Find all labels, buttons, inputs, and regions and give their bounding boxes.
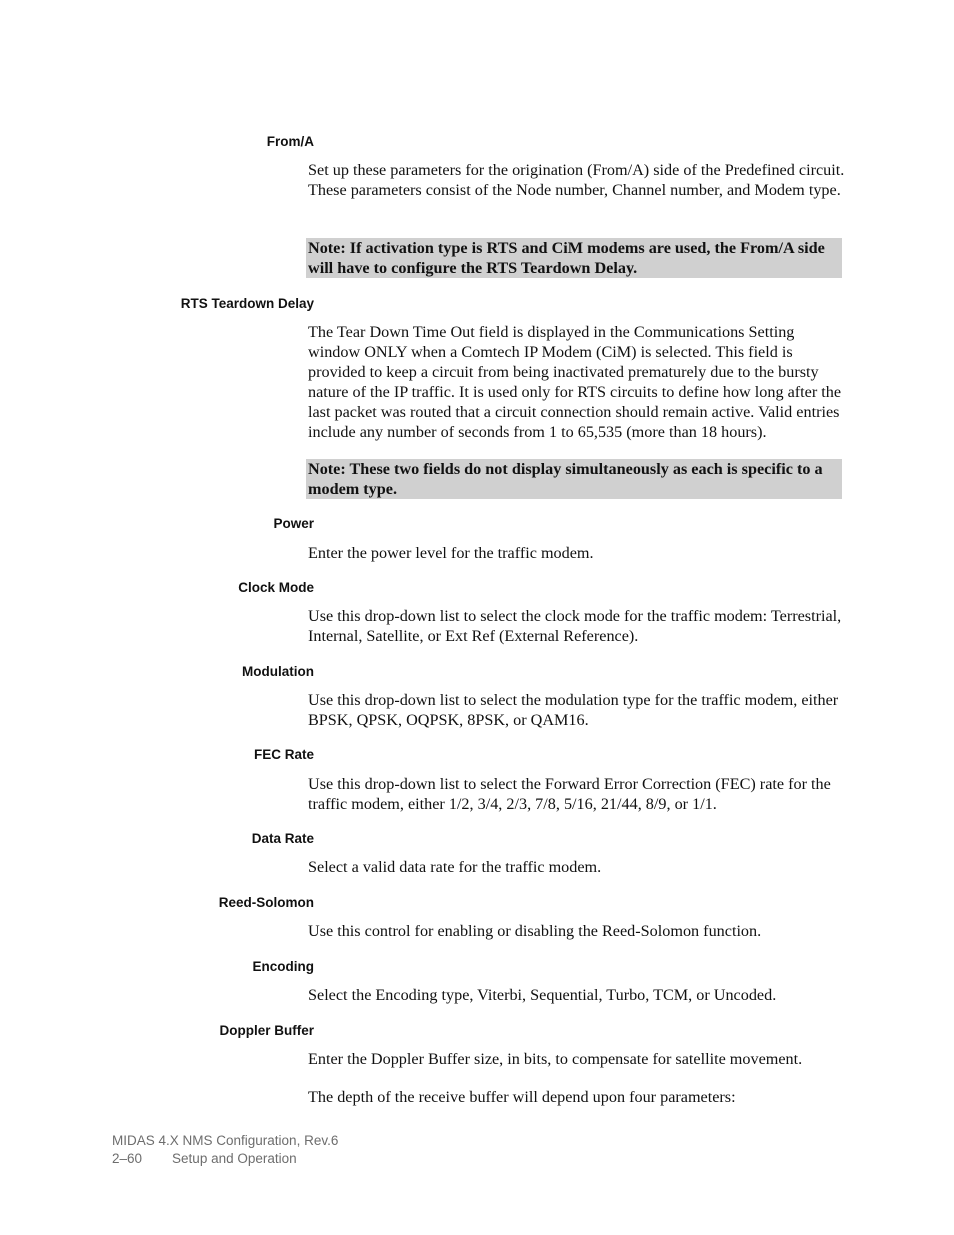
paragraph-reed-solomon: Use this control for enabling or disabling the Reed-Solomon function. <box>308 922 762 940</box>
paragraph-from-a: Set up these parameters for the origination (From/A) side of the Predefined circuit. These parameters consist of the Node number, Channel number, and Modem type. <box>308 161 845 199</box>
section-heading-encoding: Encoding <box>252 959 314 974</box>
section-heading-clock-mode: Clock Mode <box>238 580 314 595</box>
section-heading-modulation: Modulation <box>242 664 314 679</box>
section-heading-power: Power <box>273 516 314 531</box>
paragraph-power: Enter the power level for the traffic modem. <box>308 544 594 562</box>
section-heading-data-rate: Data Rate <box>251 831 314 846</box>
section-heading-fec-rate: FEC Rate <box>253 747 314 762</box>
section-heading-rts-teardown-delay: RTS Teardown Delay <box>180 296 314 311</box>
paragraph-clock-mode: Use this drop-down list to select the clock mode for the traffic modem: Terrestrial, Internal, Satellite, or Ext Ref (External Reference). <box>308 607 842 645</box>
paragraph-rts-teardown-delay: The Tear Down Time Out field is displayed in the Communications Setting window ONLY when a Comtech IP Modem (CiM) is selected. This field is provided to keep a circuit from being inactivated prematurely due to the bursty nature of the IP traffic. It is used only for RTS circuits to define how long after the last packet was routed that a circuit connection should remain active. Valid entries include any number of seconds from 1 to 65,535 (more than 18 hours). <box>308 323 842 441</box>
section-heading-from-a: From/A <box>266 134 314 149</box>
section-heading-doppler-buffer: Doppler Buffer <box>219 1023 314 1038</box>
paragraph-modulation: Use this drop-down list to select the modulation type for the traffic modem, either BPSK, QPSK, OQPSK, 8PSK, or QAM16. <box>308 691 839 729</box>
section-heading-reed-solomon: Reed-Solomon <box>218 895 314 910</box>
note-from-a: Note: If activation type is RTS and CiM modems are used, the From/A side will have to configure the RTS Teardown Delay. <box>306 238 842 278</box>
footer-doc-title: MIDAS 4.X NMS Configuration, Rev.6 <box>112 1133 339 1148</box>
paragraph-doppler-buffer: Enter the Doppler Buffer size, in bits, to compensate for satellite movement. <box>308 1050 803 1068</box>
paragraph-fec-rate: Use this drop-down list to select the Forward Error Correction (FEC) rate for the traffic modem, either 1/2, 3/4, 2/3, 7/8, 5/16, 21/44, 8/9, or 1/1. <box>308 775 831 813</box>
paragraph-doppler-buffer-depth: The depth of the receive buffer will depend upon four parameters: <box>308 1088 736 1106</box>
footer-chapter: Setup and Operation <box>172 1151 297 1166</box>
footer-page-info <box>112 1150 297 1168</box>
paragraph-data-rate: Select a valid data rate for the traffic modem. <box>308 858 602 876</box>
note-rts-teardown-delay: Note: These two fields do not display simultaneously as each is specific to a modem type. <box>306 459 842 499</box>
paragraph-encoding: Select the Encoding type, Viterbi, Sequential, Turbo, TCM, or Uncoded. <box>308 986 777 1004</box>
footer-page-number: 2–60 <box>112 1151 143 1166</box>
